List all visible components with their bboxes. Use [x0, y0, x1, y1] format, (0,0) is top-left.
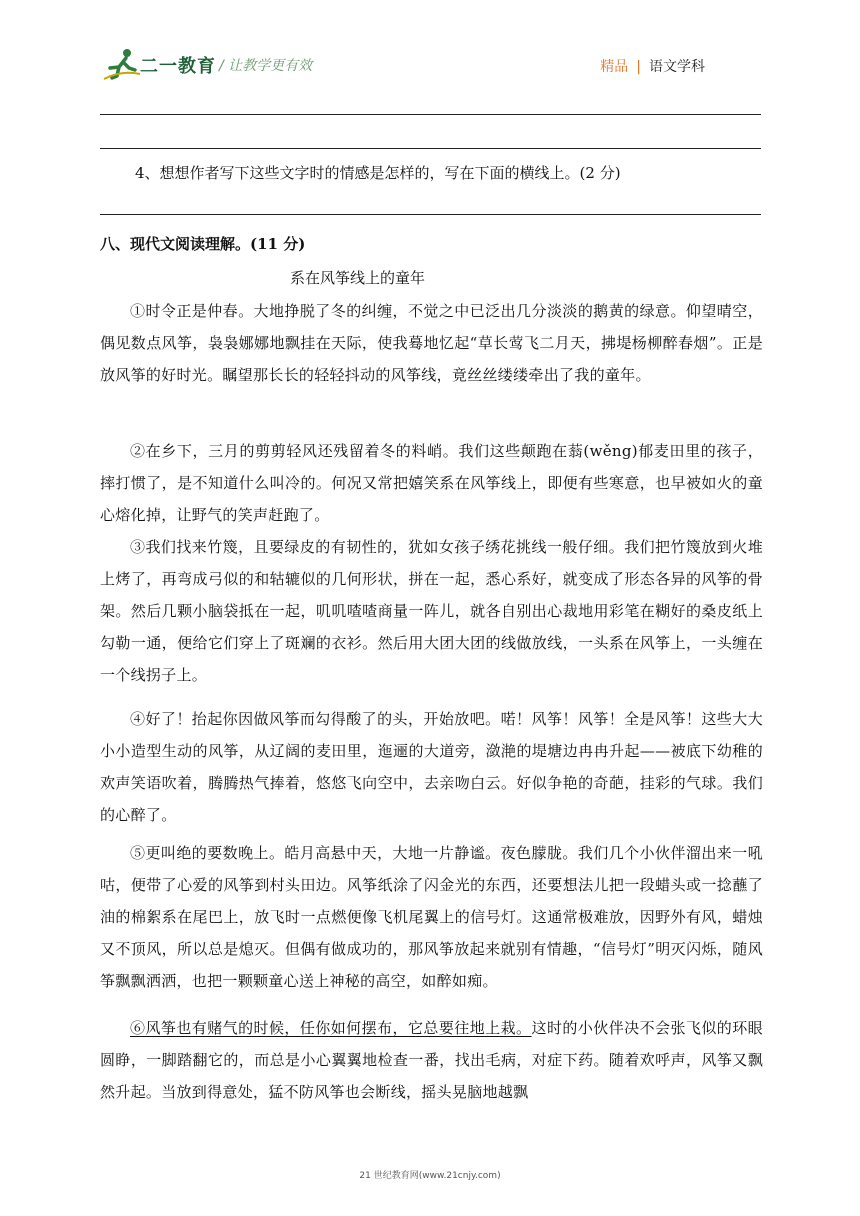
section-heading: 八、现代文阅读理解。(11 分): [100, 235, 306, 253]
paragraph-6: [100, 1012, 763, 1108]
paragraph-1: ①时令正是仲春。大地挣脱了冬的纠缠，不觉之中已泛出几分淡淡的鹅黄的绿意。仰望晴空，偶见数点风筝，袅袅娜娜地飘挂在天际，使我蓦地忆起“草长莺飞二月天，拂堤杨柳醉春烟”。正是放风筝的好时光。瞩望那长长的轻轻抖动的风筝线，竟丝丝缕缕牵出了我的童年。: [100, 302, 763, 384]
paragraph-4: ④好了！抬起你因做风筝而勾得酸了的头，开始放吧。喏！风筝！风筝！全是风筝！这些大大小小造型生动的风筝，从辽阔的麦田里，迤逦的大道旁，潋滟的堤塘边冉冉升起——被底下幼稚的欢声笑语吹着，腾腾热气捧着，悠悠飞向空中，去亲吻白云。好似争艳的奇葩，挂彩的气球。我们的心醉了。: [100, 710, 763, 824]
header-subject: [600, 56, 705, 76]
subject-label: 语文学科: [649, 59, 705, 75]
underlined-sentence: ⑥风筝也有赌气的时候，任你如何摆布，它总要往地上栽。: [130, 1019, 532, 1037]
paragraph-6-text: 这时的小伙伴决不会张飞似的环眼圆睁，一脚踏翻它的，而总是小心翼翼地检查一番，找出毛病，对症下药。随着欢呼声，风筝又飘然升起。当放到得意处，猛不防风筝也会断线，摇头晃脑地越飘: [100, 1019, 763, 1101]
paragraph-2: ②在乡下，三月的剪剪轻风还残留着冬的料峭。我们这些颠跑在蓊(wěng)郁麦田里的孩子，摔打惯了，是不知道什么叫冷的。何况又常把嬉笑系在风筝线上，即便有些寒意，也早被如火的童心熔化掉，让野气的笑声赶跑了。: [100, 442, 763, 524]
header-divider: |: [636, 59, 641, 75]
quality-badge: 精品: [600, 59, 629, 75]
answer-line: [100, 114, 761, 115]
question-4: 4、想想作者写下这些文字时的情感是怎样的，写在下面的横线上。(2 分): [135, 164, 621, 182]
page-footer: 21 世纪教育网(www.21cnjy.com): [359, 1171, 501, 1181]
slogan: / 让教学更有效: [219, 58, 313, 74]
paragraph-5: ⑤更叫绝的要数晚上。皓月高悬中天，大地一片静谧。夜色朦胧。我们几个小伙伴溜出来一吼咕，便带了心爱的风筝到村头田边。风筝纸涂了闪金光的东西，还要想法儿把一段蜡头或一捻蘸了油的棉絮系在尾巴上，放飞时一点燃便像飞机尾翼上的信号灯。这通常极难放，因野外有风，蜡烛又不顶风，所以总是熄灭。但偶有做成功的，那风筝放起来就别有情趣，“信号灯”明灭闪烁，随风筝飘飘洒洒，也把一颗颗童心送上神秘的高空，如醉如痴。: [100, 844, 763, 990]
answer-line: [100, 214, 761, 215]
answer-line: [100, 148, 761, 149]
paragraph-3: ③我们找来竹篾，且要绿皮的有韧性的，犹如女孩子绣花挑线一般仔细。我们把竹篾放到火堆上烤了，再弯成弓似的和轱辘似的几何形状，拼在一起，悉心系好，就变成了形态各异的风筝的骨架。然后几颗小脑袋抵在一起，叽叽喳喳商量一阵儿，就各自别出心裁地用彩笔在糊好的桑皮纸上勾勒一通，便给它们穿上了斑斓的衣衫。然后用大团大团的线做放线，一头系在风筝上，一头缠在一个线拐子上。: [100, 538, 763, 684]
runner-logo-icon: [102, 48, 142, 80]
article-title: 系在风筝线上的童年: [290, 269, 426, 287]
logo-text: 二一教育: [140, 56, 216, 77]
page-header: [0, 0, 860, 90]
